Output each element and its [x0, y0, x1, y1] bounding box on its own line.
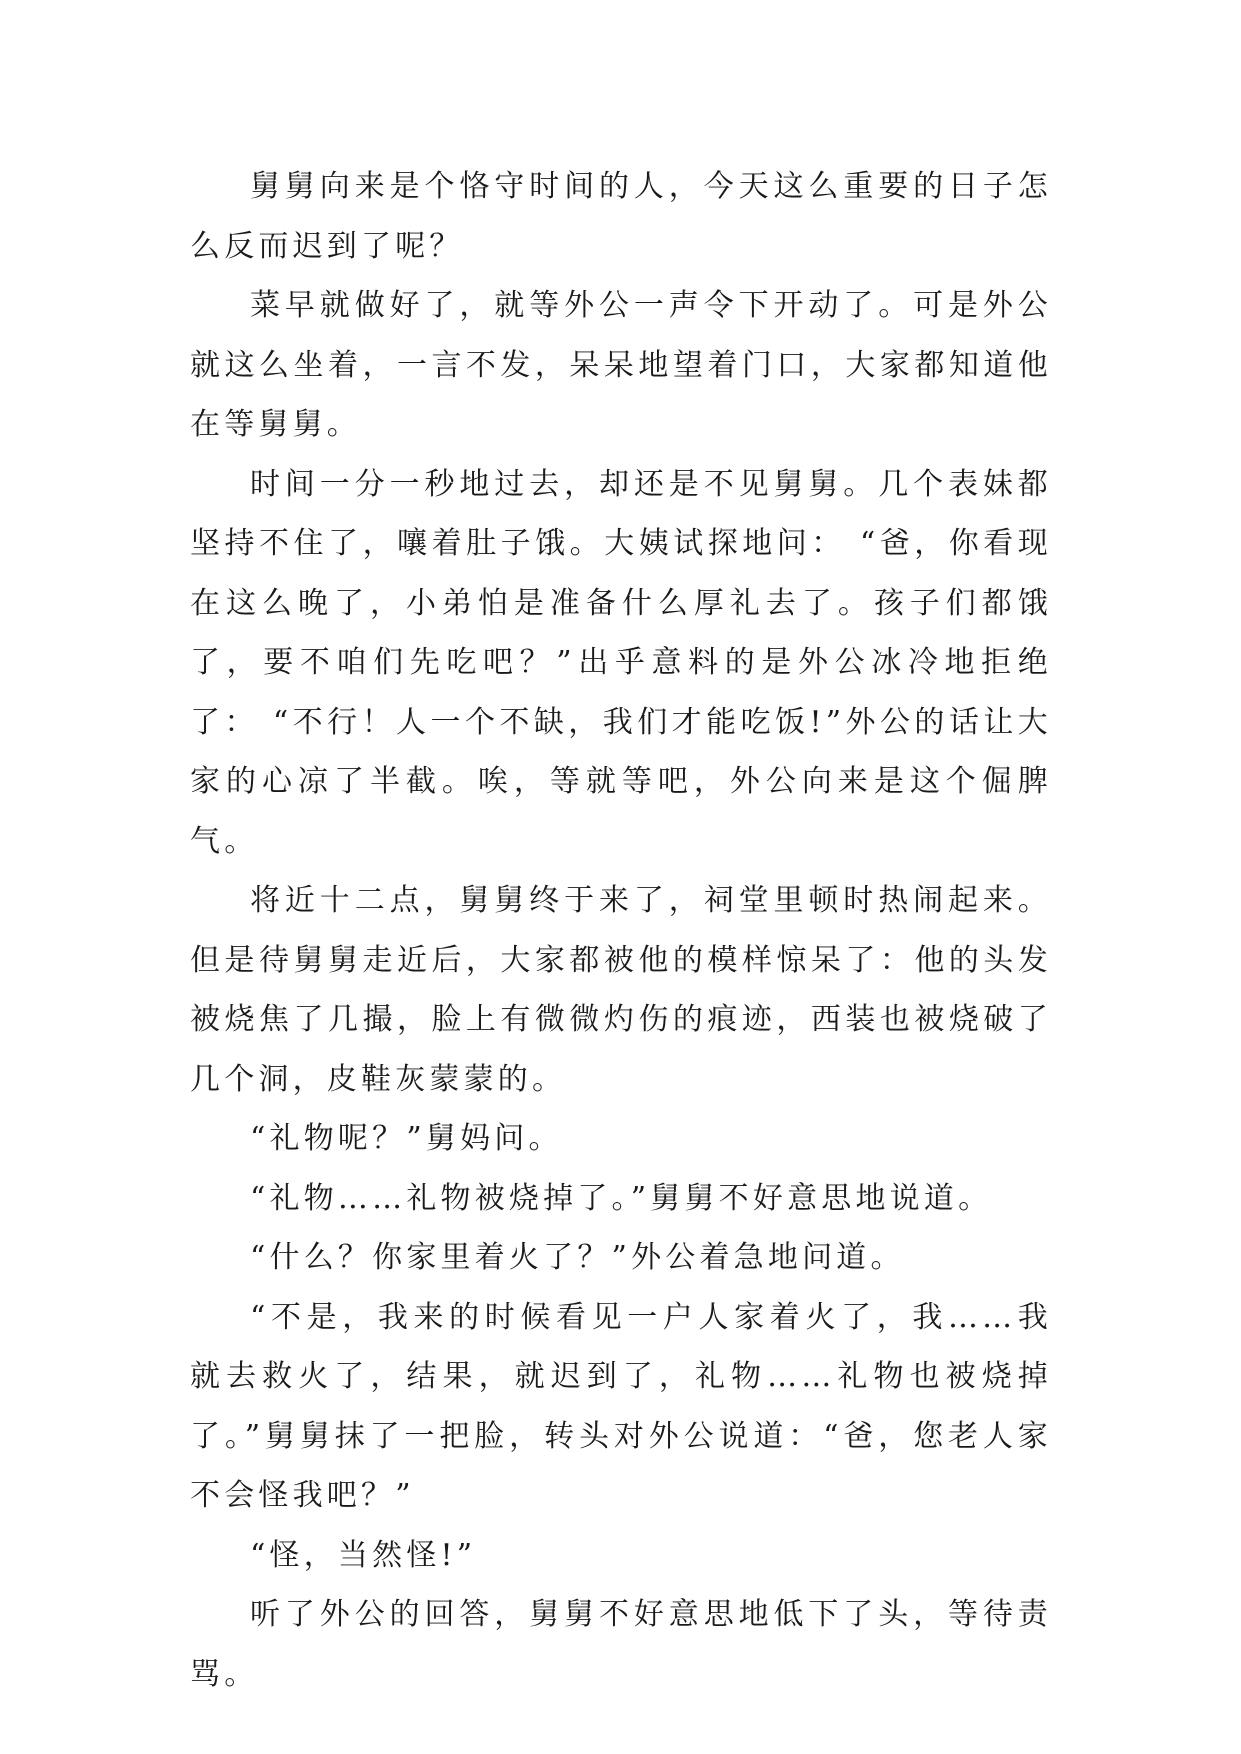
paragraph: 时间一分一秒地过去，却还是不见舅舅。几个表妹都坚持不住了，嚷着肚子饿。大姨试探地问： “爸，你看现在这么晚了，小弟怕是准备什么厚礼去了。孩子们都饿了，要不咱们先吃吧？”出乎意料的是外公冰冷地拒绝了： “不行！人一个不缺，我们才能吃饭!”外公的话让大家的心凉了半截。唉，等就等吧，外公向来是这个倔脾气。 — [190, 466, 1052, 859]
paragraph: 听了外公的回答，舅舅不好意思地低下了头，等待责骂。 — [190, 1597, 1052, 1692]
paragraph: “礼物……礼物被烧掉了。”舅舅不好意思地说道。 — [250, 1180, 993, 1216]
paragraph: “礼物呢？”舅妈问。 — [250, 1121, 563, 1156]
paragraph: 菜早就做好了，就等外公一声令下开动了。可是外公就这么坐着，一言不发，呆呆地望着门口，大家都知道他在等舅舅。 — [190, 288, 1052, 442]
paragraph: “不是，我来的时候看见一户人家着火了，我……我就去救火了，结果，就迟到了，礼物……礼物也被烧掉了。”舅舅抹了一把脸，转头对外公说道：“爸，您老人家不会怪我吧？” — [190, 1299, 1052, 1513]
paragraph: “什么？你家里着火了？”外公着急地问道。 — [250, 1240, 905, 1275]
story-text — [190, 157, 1052, 1704]
paragraph: “怪，当然怪!” — [250, 1537, 477, 1573]
paragraph: 将近十二点，舅舅终于来了，祠堂里顿时热闹起来。但是待舅舅走近后，大家都被他的模样惊呆了：他的头发被烧焦了几撮，脸上有微微灼伤的痕迹，西装也被烧破了几个洞，皮鞋灰蒙蒙的。 — [190, 883, 1052, 1097]
paragraph: 舅舅向来是个恪守时间的人，今天这么重要的日子怎么反而迟到了呢？ — [190, 169, 1052, 264]
